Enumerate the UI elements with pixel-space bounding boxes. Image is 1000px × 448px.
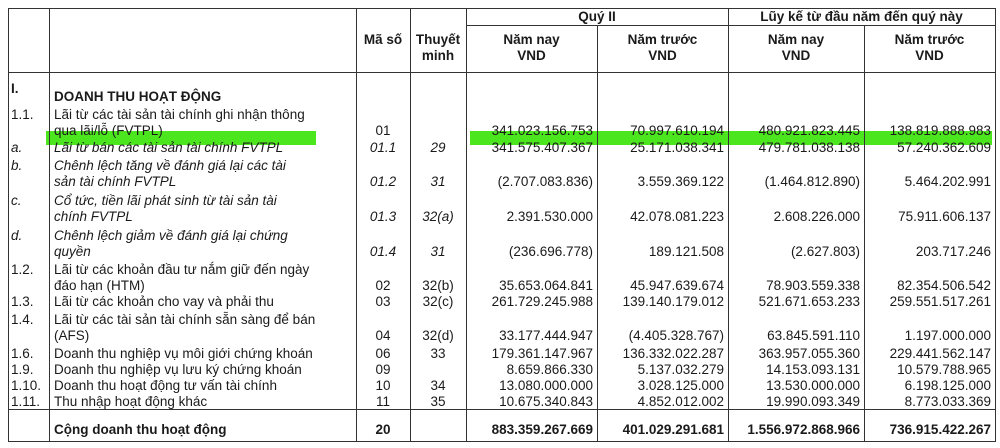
row-value: (4.405.328.767) [628,328,724,343]
row-value: 229.441.562.147 [889,346,991,361]
row-number: 1.6. [11,346,34,361]
row-value: 3.028.125.000 [637,378,724,393]
header-col1-l2: VND [517,48,546,63]
row-value: 25.171.038.341 [630,140,724,155]
row-number: 1.4. [11,312,34,327]
row-value: 341.575.407.367 [491,140,593,155]
row-value: 13.080.000.000 [499,378,593,393]
row-value: (1.464.812.890) [764,174,860,189]
total-value-q-prior: 401.029.291.681 [622,422,724,437]
row-note: 29 [430,140,446,155]
row-value: (2.707.083.836) [497,174,593,189]
row-value: 2.391.530.000 [506,209,593,224]
row-value: 4.852.012.002 [637,394,724,409]
row-label-line1: Chênh lệch giảm về đánh giá lại chứng [54,228,288,243]
row-label-line1: Lãi từ bán các tài sản tài chính FVTPL [54,140,284,155]
row-value: 8.773.033.369 [904,394,991,409]
header-col4-l1: Năm trước [894,32,965,47]
row-code: 09 [375,362,391,377]
section-title: DOANH THU HOẠT ĐỘNG [54,89,222,104]
row-label-line1: Chênh lệch tăng về đánh giá lại các tài [54,158,286,173]
total-value-ytd-prior: 736.915.422.267 [889,422,991,437]
row-label-line2: qua lãi/lỗ (FVTPL) [54,123,163,138]
row-value: 63.845.591.110 [767,328,860,343]
row-number: b. [11,158,23,173]
header-col3-l2: VND [781,48,811,63]
row-value: 179.361.147.967 [491,346,593,361]
row-value: 14.153.093.131 [766,362,860,377]
row-note: 32(a) [422,209,454,224]
header-col2-l2: VND [648,48,677,63]
row-code: 01.3 [369,209,397,224]
row-value: 78.903.559.338 [766,278,860,293]
row-value: 136.332.022.287 [622,346,724,361]
row-label-line1: Thu nhập hoạt động khác [54,394,208,409]
row-value: 13.530.000.000 [766,378,860,393]
row-value: 10.675.340.843 [499,394,593,409]
financial-statement-table [8,8,996,442]
row-code: 01.1 [369,140,397,155]
total-code: 20 [375,422,391,437]
row-value: 259.551.517.261 [889,294,991,309]
row-note: 32(b) [422,278,454,293]
row-value: 5.137.032.279 [637,362,724,377]
header-col3-l1: Năm nay [767,32,825,47]
total-value-q-current: 883.359.267.669 [491,422,593,437]
section-number: I. [11,81,19,96]
row-value: 203.717.246 [915,244,991,259]
total-value-ytd-current: 1.556.972.868.966 [747,422,860,437]
row-value: 3.559.369.122 [637,174,724,189]
row-value: 82.354.506.542 [897,278,991,293]
row-value: 45.947.639.674 [630,278,724,293]
row-value: 10.579.788.965 [897,362,991,377]
row-value: 1.197.000.000 [904,328,991,343]
header-col1-l1: Năm nay [503,32,560,47]
row-code: 02 [375,278,391,293]
row-code: 01.4 [369,244,397,259]
row-note: 35 [430,394,446,409]
row-code: 01.2 [369,174,397,189]
row-value: (2.627.803) [790,244,860,259]
row-number: a. [11,140,23,155]
row-code: 04 [375,328,391,343]
row-label-line1: Lãi từ các tài sản tài chính ghi nhận thông [54,107,305,122]
row-value: 42.078.081.223 [630,209,724,224]
row-value: 8.659.866.330 [506,362,593,377]
row-label-line2: chính FVTPL [54,209,133,224]
total-label: Cộng doanh thu hoạt động [54,422,227,437]
row-number: 1.3. [11,294,34,309]
row-value: 138.819.888.983 [889,123,991,138]
row-value: 2.608.226.000 [773,209,860,224]
row-label-line1: Cổ tức, tiền lãi phát sinh từ tài sản tài [54,193,277,208]
row-label-line2: sản tài chính FVTPL [54,174,177,189]
row-value: 363.957.055.360 [758,346,860,361]
row-value: 35.653.064.841 [499,278,593,293]
row-value: 139.140.179.012 [622,294,724,309]
row-note: 33 [430,346,446,361]
row-value: 341.023.156.753 [491,123,593,138]
row-note: 31 [430,244,446,259]
row-number: d. [11,228,23,243]
row-code: 11 [375,394,390,409]
header-thuyet-minh-line2: minh [421,48,455,63]
row-number: 1.9. [11,362,34,377]
row-value: 6.198.125.000 [904,378,991,393]
row-label-line1: Doanh thu nghiệp vụ môi giới chứng khoán [54,346,313,361]
row-label-line1: Doanh thu nghiệp vụ lưu ký chứng khoán [54,362,302,377]
row-number: 1.11. [11,394,41,409]
header-col2-l1: Năm trước [627,32,698,47]
row-value: 521.671.653.233 [758,294,860,309]
header-quarter-group: Quý II [578,9,616,24]
row-code: 10 [375,378,391,393]
row-label-line1: Lãi từ các tài sản tài chính sẵn sàng để bán [54,312,316,327]
row-label-line2: (AFS) [54,328,90,343]
row-note: 31 [430,174,446,189]
header-ma-so: Mã số [363,32,403,47]
row-note: 32(c) [422,294,454,309]
row-code: 01 [375,123,391,138]
row-label-line1: Lãi từ các khoản cho vay và phải thu [54,294,274,309]
row-value: 57.240.362.609 [897,140,991,155]
row-value: 19.990.093.349 [766,394,860,409]
row-number: 1.10. [11,378,42,393]
row-value: 480.921.823.445 [758,123,860,138]
row-label-line2: đáo hạn (HTM) [54,278,145,293]
row-number: 1.2. [11,262,34,277]
row-code: 03 [375,294,391,309]
header-thuyet-minh-line1: Thuyết [415,32,461,47]
row-value: 33.177.444.947 [499,328,593,343]
row-code: 06 [375,346,391,361]
row-label-line1: Lãi từ các khoản đầu tư nắm giữ đến ngày [54,262,310,277]
header-col4-l2: VND [915,48,944,63]
row-value: (236.696.778) [508,244,593,259]
row-value: 261.729.245.988 [491,294,593,309]
header-ytd-group: Lũy kế từ đầu năm đến quý này [760,9,963,24]
row-number: c. [11,193,22,208]
row-value: 479.781.038.138 [758,140,860,155]
row-note: 32(d) [422,328,454,343]
row-note: 34 [430,378,446,393]
row-value: 189.121.508 [648,244,724,259]
row-label-line1: Doanh thu hoạt động tư vấn tài chính [54,378,277,393]
row-label-line2: quyền [54,244,91,259]
row-value: 5.464.202.991 [904,174,991,189]
row-number: 1.1. [11,107,34,122]
row-value: 75.911.606.137 [898,209,991,224]
row-value: 70.997.610.194 [630,123,724,138]
